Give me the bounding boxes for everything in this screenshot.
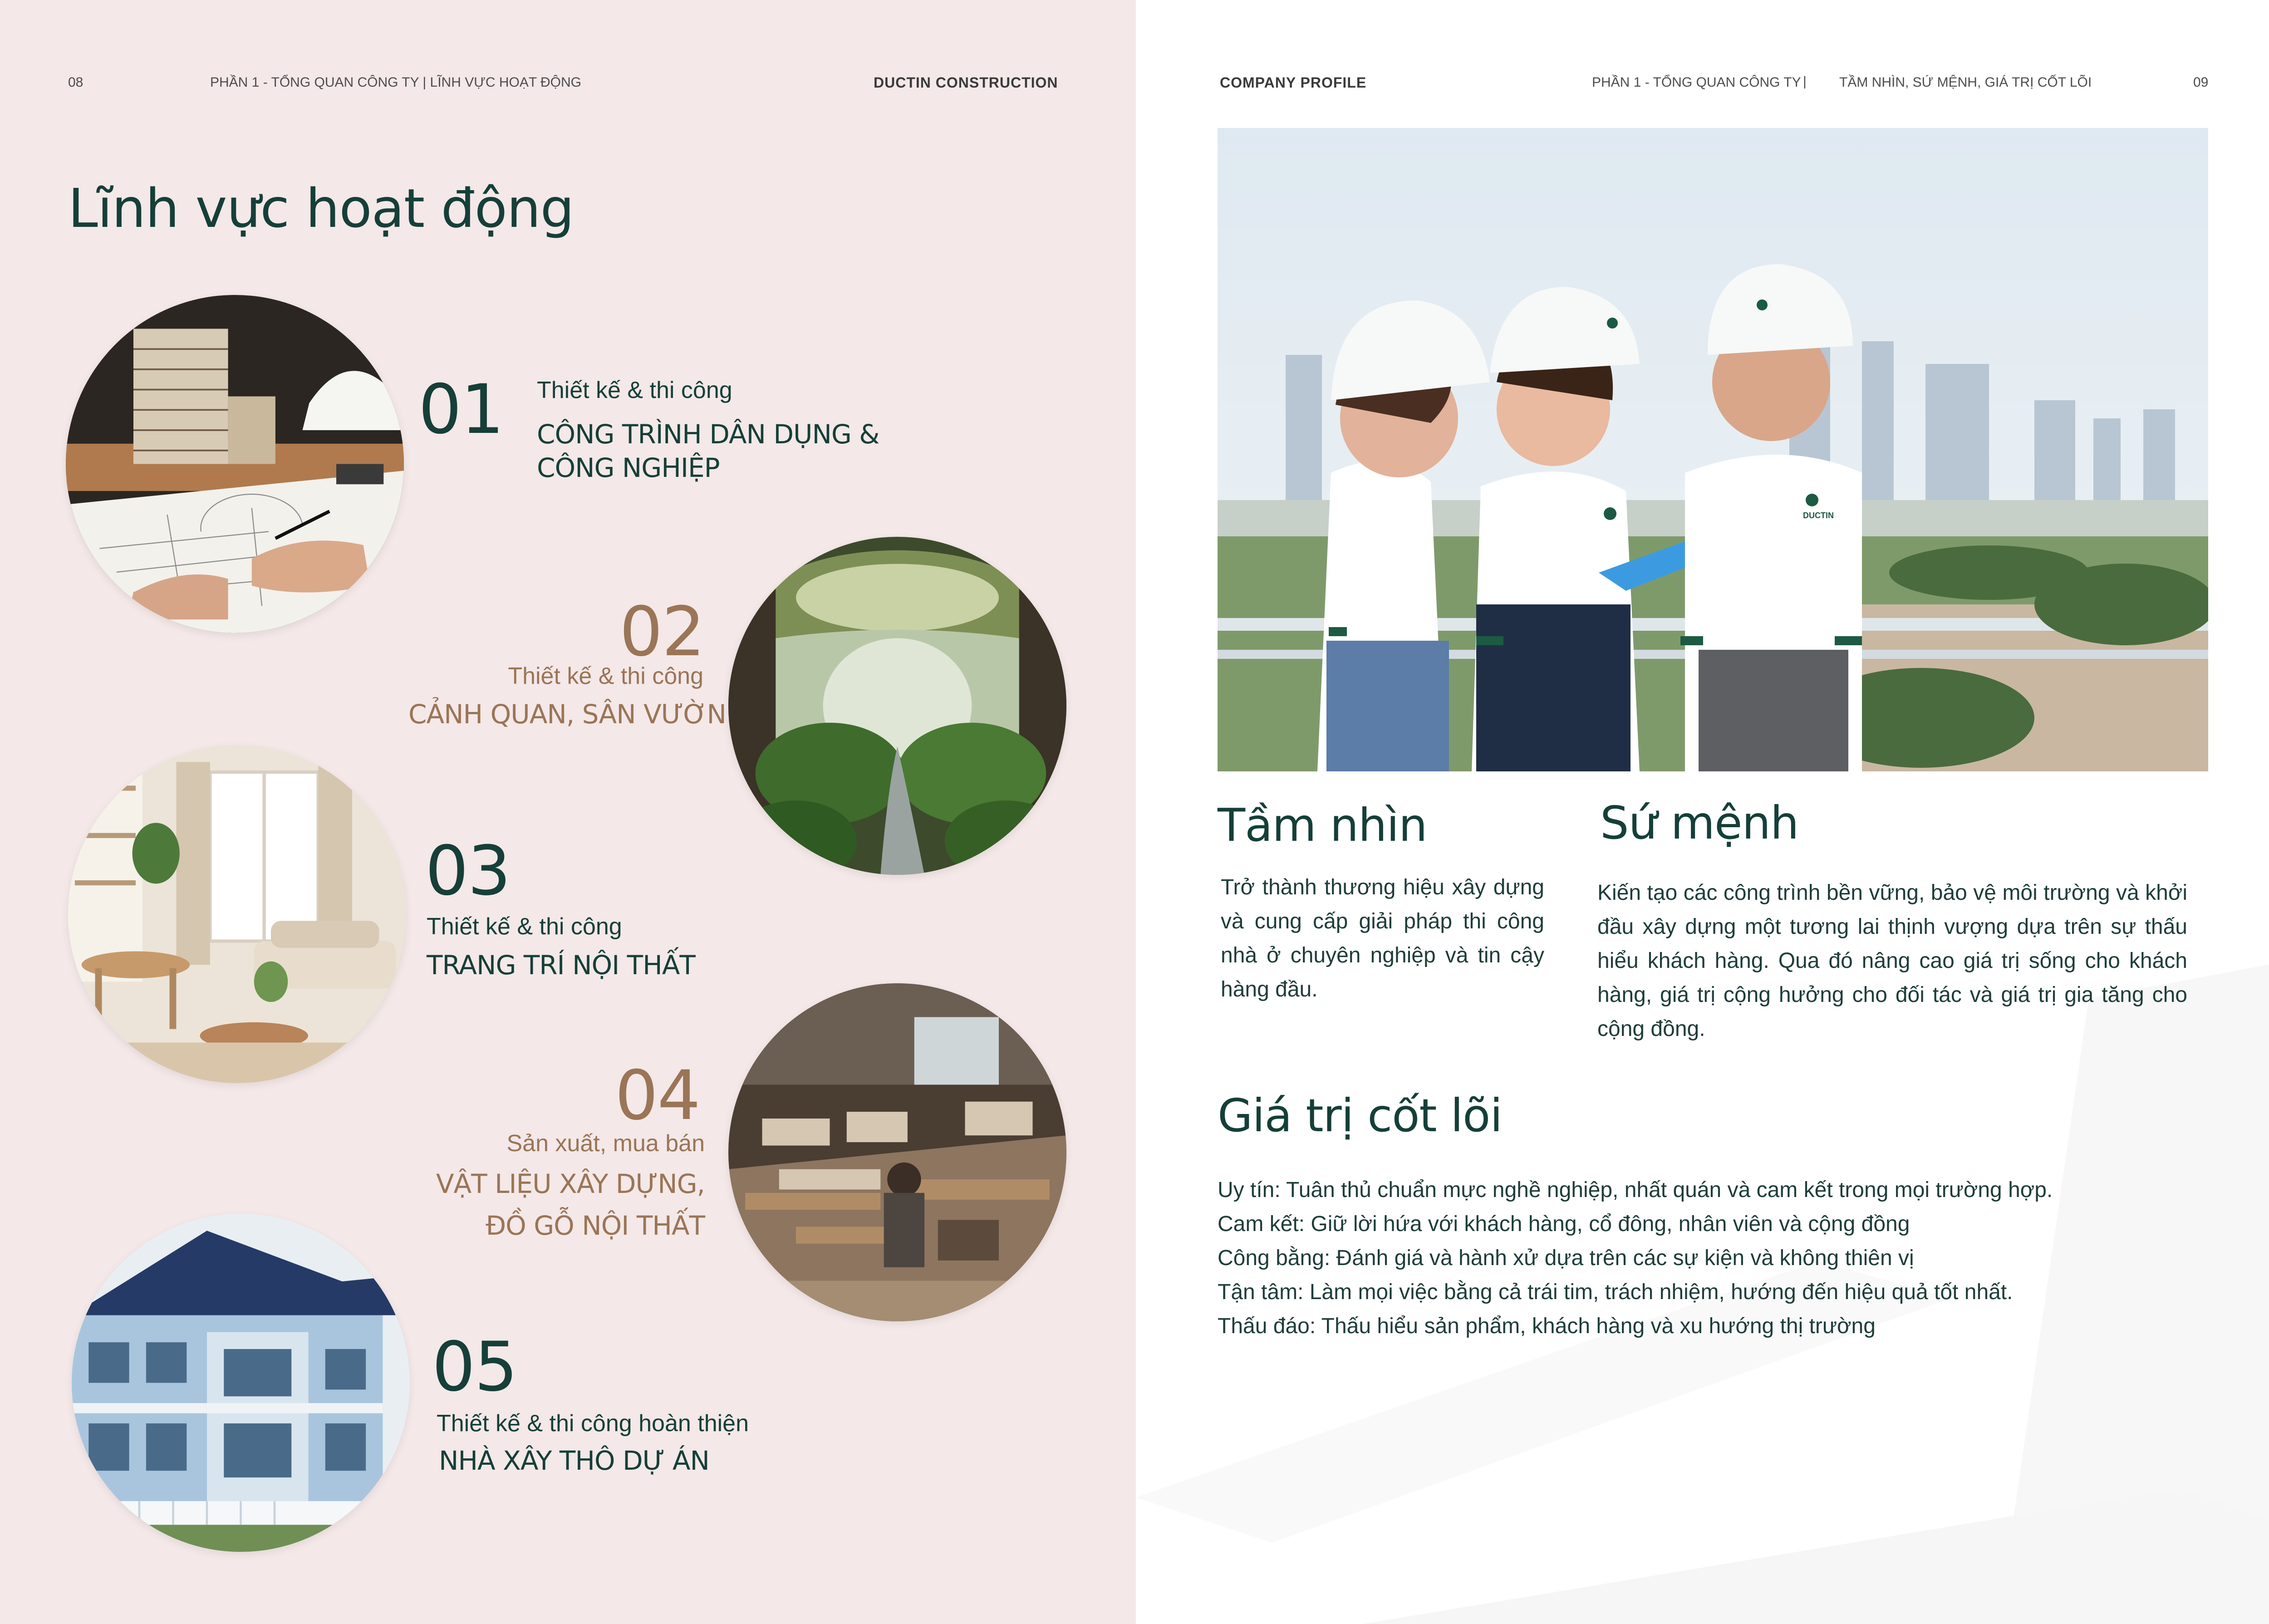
core-value-item: Tận tâm: Làm mọi việc bằng cả trái tim, trách nhiệm, hướng đến hiệu quả tốt nhất.: [1218, 1280, 2013, 1304]
right-page: [1136, 0, 2269, 1624]
architecture-photo: [66, 295, 404, 633]
page-number: 08: [68, 75, 83, 90]
item-subtitle: Thiết kế & thi công: [508, 663, 703, 689]
breadcrumb-section: TẦM NHÌN, SỨ MỆNH, GIÁ TRỊ CỐT LÕI: [1839, 75, 2092, 90]
item-number: 03: [425, 832, 510, 911]
breadcrumb-part: PHẦN 1 - TỔNG QUAN CÔNG TY: [1592, 75, 1801, 90]
core-value-item: Công bằng: Đánh giá và hành xử dựa trên các sự kiện và không thiên vị: [1218, 1246, 1914, 1270]
core-value-item: Uy tín: Tuân thủ chuẩn mực nghề nghiệp, nhất quán và cam kết trong mọi trường hợp.: [1218, 1178, 2053, 1202]
item-number: 02: [619, 593, 704, 672]
item-subtitle: Thiết kế & thi công: [427, 913, 622, 940]
item-title-line1: CÔNG TRÌNH DÂN DỤNG &: [537, 419, 879, 450]
item-subtitle: Sản xuất, mua bán: [506, 1130, 705, 1157]
item-subtitle: Thiết kế & thi công: [537, 377, 732, 403]
mission-title: Sứ mệnh: [1600, 796, 1799, 849]
villa-photo: [72, 1214, 410, 1552]
vision-title: Tầm nhìn: [1218, 799, 1427, 852]
team-photo: [1218, 128, 2208, 771]
brand-name: DUCTIN CONSTRUCTION: [874, 74, 1058, 91]
item-title-line1: VẬT LIỆU XÂY DỰNG,: [436, 1168, 705, 1199]
item-number: 05: [432, 1328, 517, 1407]
interior-photo: [68, 745, 406, 1083]
item-number: 04: [615, 1056, 700, 1135]
item-title-line1: TRANG TRÍ NỘI THẤT: [427, 950, 695, 981]
item-title-line1: NHÀ XÂY THÔ DỰ ÁN: [439, 1445, 709, 1476]
page-number: 09: [2193, 75, 2209, 90]
vision-text: Trở thành thương hiệu xây dựng và cung cấp giải pháp thi công nhà ở chuyên nghiệp và tin cậy hàng đầu.: [1221, 875, 1544, 1001]
company-profile-label: COMPANY PROFILE: [1220, 74, 1367, 91]
breadcrumb-separator: |: [1803, 74, 1807, 89]
helmet-logo-text: DUCTIN: [1803, 511, 1834, 520]
core-value-item: Cam kết: Giữ lời hứa với khách hàng, cổ đông, nhân viên và cộng đồng: [1218, 1212, 1910, 1236]
garden-photo: [728, 537, 1066, 875]
core-values-title: Giá trị cốt lõi: [1218, 1089, 1503, 1142]
page-title: Lĩnh vực hoạt động: [68, 177, 574, 240]
item-title-line2: ĐỒ GỖ NỘI THẤT: [486, 1210, 705, 1241]
core-value-item: Thấu đáo: Thấu hiểu sản phẩm, khách hàng và xu hướng thị trường: [1218, 1314, 1876, 1338]
core-values-list: [1218, 1173, 2193, 1343]
item-title-line1: CẢNH QUAN, SÂN VƯỜN: [408, 699, 726, 730]
breadcrumb: PHẦN 1 - TỔNG QUAN CÔNG TY | LĨNH VỰC HOẠT ĐỘNG: [210, 75, 581, 90]
item-subtitle: Thiết kế & thi công hoàn thiện: [437, 1410, 749, 1437]
workshop-photo: [728, 983, 1066, 1321]
item-title-line2: CÔNG NGHIỆP: [537, 452, 720, 483]
mission-text: Kiến tạo các công trình bền vững, bảo vệ môi trường và khởi đầu xây dựng một tương lai thịnh vượng dựa trên sự thấu hiểu khách hàng. Qua đó nâng cao giá trị sống cho khách hàng, giá trị cộng hưởng cho đối tác và giá trị gia tăng cho cộng đồng.: [1597, 881, 2187, 1041]
item-number: 01: [418, 370, 503, 449]
